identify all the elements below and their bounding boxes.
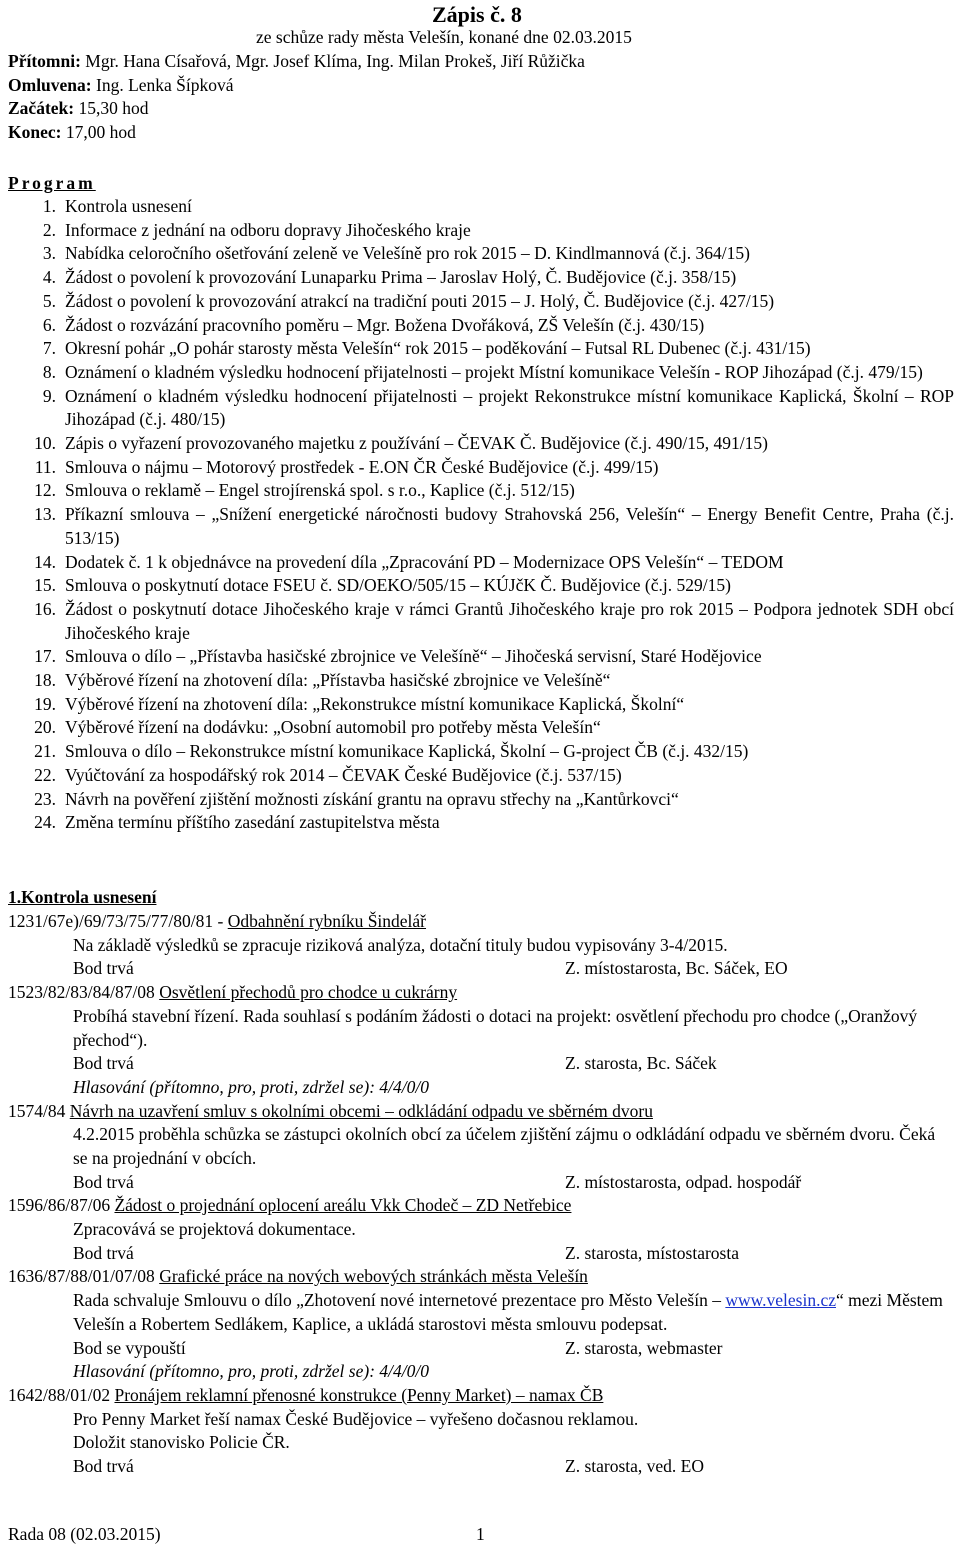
- document-title: Zápis č. 8: [432, 2, 522, 27]
- resolution-item: [8, 910, 954, 981]
- program-item: [8, 598, 954, 645]
- program-item: [8, 479, 954, 503]
- resolution-title: Odbahnění rybníku Šindelář: [227, 911, 427, 931]
- program-item-text: Smlouva o reklamě – Engel strojírenská spol. s r.o., Kaplice (č.j. 512/15): [65, 480, 575, 501]
- website-link[interactable]: www.velesin.cz: [725, 1290, 836, 1311]
- program-item-text: Dodatek č. 1 k objednávce na provedení díla „Zpracování PD – Modernizace OPS Velešín“ – TEDOM: [65, 551, 784, 572]
- program-item: [8, 290, 954, 314]
- resolution-description: [8, 1289, 943, 1336]
- program-item: [8, 385, 954, 432]
- program-item-number: 5.: [42, 290, 56, 311]
- resolution-description: Na základě výsledků se zpracuje riziková analýza, dotační tituly budou vypisovány 3-4/2015.: [73, 934, 728, 955]
- resolution-item: [8, 1384, 954, 1479]
- program-item-number: 4.: [42, 267, 56, 288]
- footer-label: Rada 08 (02.03.2015): [8, 1524, 161, 1544]
- program-item: [8, 693, 954, 717]
- status-row: [8, 1455, 954, 1479]
- page-footer: [8, 1523, 485, 1547]
- resolution-title: Návrh na uzavření smluv s okolními obcemi – odkládání odpadu ve sběrném dvoru: [69, 1100, 653, 1121]
- program-item-number: 22.: [34, 764, 56, 785]
- resolution-description: Pro Penny Market řeší namax České Budějovice – vyřešeno dočasnou reklamou.: [73, 1408, 639, 1429]
- program-item-text: Příkazní smlouva – „Snížení energetické náročnosti budovy Strahovská 256, Velešín“ – Energy Benefit Centre, Praha (č.j. 513/15): [65, 504, 954, 548]
- resolution-item: [8, 1194, 954, 1265]
- program-item: [8, 219, 954, 243]
- resolution-status: Bod trvá: [73, 958, 134, 979]
- responsible-person: Z. místostarosta, odpad. hospodář: [565, 1171, 802, 1192]
- resolution-status: Bod trvá: [73, 1242, 134, 1263]
- program-item-number: 8.: [42, 361, 56, 382]
- resolution-header: [8, 1384, 954, 1408]
- responsible-person: Z. starosta, webmaster: [565, 1337, 723, 1358]
- resolution-status: Bod se vypouští: [73, 1337, 186, 1358]
- vote-result: Hlasování (přítomno, pro, proti, zdržel se): 4/4/0/0: [73, 1076, 429, 1097]
- program-item-text: Smlouva o poskytnutí dotace FSEU č. SD/OEKO/505/15 – KÚJčK Č. Budějovice (č.j. 529/15): [65, 575, 731, 596]
- kontrola-section: [8, 910, 954, 1479]
- program-item-number: 20.: [34, 717, 56, 738]
- program-item: [8, 242, 954, 266]
- program-item-number: 19.: [34, 693, 56, 714]
- program-item-number: 13.: [34, 504, 56, 525]
- program-item: [8, 716, 954, 740]
- program-item-text: Zápis o vyřazení provozovaného majetku z používání – ČEVAK Č. Budějovice (č.j. 490/15, 491/15): [65, 433, 768, 454]
- program-item-number: 7.: [42, 338, 56, 359]
- program-item-number: 15.: [34, 575, 56, 596]
- program-item: [8, 788, 954, 812]
- resolution-ref: 1636/87/88/01/07/08: [8, 1266, 160, 1287]
- resolution-title: Grafické práce na nových webových stránkách města Velešín: [159, 1266, 588, 1287]
- resolution-item: [8, 1265, 954, 1384]
- program-item-text: Změna termínu příštího zasedání zastupitelstva města: [65, 812, 440, 833]
- start-line: [8, 97, 948, 121]
- resolution-title: Osvětlení přechodů pro chodce u cukrárny: [159, 982, 458, 1003]
- program-item-number: 18.: [34, 670, 56, 691]
- resolution-status: Bod trvá: [73, 1456, 134, 1477]
- resolution-ref: 1231/67e)/69/73/75/77/80/81 -: [8, 911, 228, 931]
- program-item: [8, 645, 954, 669]
- program-item: [8, 432, 954, 456]
- status-row: [8, 957, 954, 981]
- program-item-text: Žádost o poskytnutí dotace Jihočeského kraje v rámci Grantů Jihočeského kraje pro rok 2015 – Podpora jednotek SDH obcí Jihočeského kraje: [65, 598, 954, 643]
- resolution-ref: 1574/84: [8, 1100, 70, 1121]
- program-item: [8, 740, 954, 764]
- present-label: Přítomni:: [8, 51, 81, 71]
- program-item-number: 17.: [34, 646, 56, 667]
- end-value: 17,00 hod: [61, 122, 136, 143]
- program-list: [8, 195, 954, 835]
- program-item-text: Výběrové řízení na zhotovení díla: „Rekonstrukce místní komunikace Kaplická, Školní“: [65, 693, 685, 714]
- resolution-desc-text: “ mezi Městem Velešín a Robertem Sedlákem, Kaplice, a ukládá starostovi města smlouvu podepsat.: [73, 1290, 943, 1334]
- resolution-item: [8, 1100, 954, 1195]
- resolution-description: 4.2.2015 proběhla schůzka se zástupci okolních obcí za účelem zjištění zájmu o odkládání odpadu ve sběrném dvoru. Čeká se na projednání v obcích.: [73, 1124, 936, 1168]
- program-item-number: 12.: [34, 480, 56, 501]
- responsible-person: Z. místostarosta, Bc. Sáček, EO: [565, 958, 788, 979]
- program-heading: Program: [8, 173, 96, 193]
- vote-result: Hlasování (přítomno, pro, proti, zdržel se): 4/4/0/0: [73, 1361, 429, 1382]
- end-line: [8, 121, 948, 145]
- program-item-text: Výběrové řízení na zhotovení díla: „Přístavba hasičské zbrojnice ve Velešíně“: [65, 670, 611, 691]
- program-item-number: 23.: [34, 788, 56, 809]
- excused-line: [8, 74, 948, 98]
- program-item-text: Informace z jednání na odboru dopravy Jihočeského kraje: [65, 219, 471, 240]
- program-item: [8, 314, 954, 338]
- status-row: [8, 1052, 954, 1076]
- resolution-desc-text: Rada schvaluje Smlouvu o dílo „Zhotovení nové internetové prezentace pro Město Velešín –: [73, 1290, 726, 1311]
- resolution-header: [8, 1100, 954, 1124]
- document-subtitle: ze schůze rady města Velešín, konané dne 02.03.2015: [256, 27, 632, 47]
- program-item-text: Návrh na pověření zjištění možnosti získání grantu na opravu střechy na „Kantůrkovci“: [65, 788, 679, 809]
- resolution-title: Žádost o projednání oplocení areálu Vkk Chodeč – ZD Netřebice: [114, 1195, 572, 1216]
- meeting-meta: [8, 50, 948, 145]
- program-item-text: Vyúčtování za hospodářský rok 2014 – ČEVAK České Budějovice (č.j. 537/15): [65, 764, 622, 785]
- program-item-number: 6.: [42, 314, 56, 335]
- status-row: [8, 1171, 954, 1195]
- program-item-number: 14.: [34, 551, 56, 572]
- resolution-description: Doložit stanovisko Policie ČR.: [73, 1432, 290, 1453]
- program-item-text: Oznámení o kladném výsledku hodnocení přijatelnosti – projekt Rekonstrukce místní komunikace Kaplická, Školní – ROP Jihozápad (č.j. 480/15): [65, 385, 954, 430]
- program-item: [8, 456, 954, 480]
- excused-value: Ing. Lenka Šípková: [91, 74, 234, 95]
- resolution-header: [8, 910, 954, 934]
- program-item-text: Smlouva o dílo – „Přístavba hasičské zbrojnice ve Velešíně“ – Jihočeská servisní, Staré Hodějovice: [65, 646, 762, 667]
- resolution-header: [8, 1265, 954, 1289]
- status-row: [8, 1337, 954, 1361]
- resolution-ref: 1642/88/01/02: [8, 1384, 115, 1405]
- program-item-number: 24.: [34, 812, 56, 833]
- resolution-status: Bod trvá: [73, 1171, 134, 1192]
- page-number: 1: [476, 1524, 485, 1544]
- program-item-number: 9.: [42, 385, 56, 406]
- program-item-text: Výběrové řízení na dodávku: „Osobní automobil pro potřeby města Velešín“: [65, 717, 601, 738]
- resolution-ref: 1596/86/87/06: [8, 1195, 115, 1216]
- program-item: [8, 503, 954, 550]
- program-item-number: 21.: [34, 741, 56, 762]
- program-item: [8, 337, 954, 361]
- program-item-text: Smlouva o dílo – Rekonstrukce místní komunikace Kaplická, Školní – G-project ČB (č.j. 432/15): [65, 741, 749, 762]
- resolution-item: [8, 981, 954, 1100]
- start-label: Začátek:: [8, 98, 75, 119]
- program-item-number: 16.: [34, 598, 56, 619]
- program-item-text: Okresní pohár „O pohár starosty města Velešín“ rok 2015 – poděkování – Futsal RL Dubenec (č.j. 431/15): [65, 338, 811, 359]
- program-item: [8, 195, 954, 219]
- program-item-text: Žádost o rozvázání pracovního poměru – Mgr. Božena Dvořáková, ZŠ Velešín (č.j. 430/15): [65, 314, 705, 335]
- start-value: 15,30 hod: [74, 98, 149, 119]
- program-item: [8, 361, 954, 385]
- section-heading-kontrola: 1.Kontrola usnesení: [8, 887, 157, 907]
- program-item: [8, 266, 954, 290]
- program-item-text: Žádost o povolení k provozování Lunaparku Prima – Jaroslav Holý, Č. Budějovice (č.j. 358/15): [65, 267, 737, 288]
- program-item: [8, 811, 954, 835]
- program-item: [8, 551, 954, 575]
- program-item-text: Oznámení o kladném výsledku hodnocení přijatelnosti – projekt Místní komunikace Velešín - ROP Jihozápad (č.j. 479/15): [65, 361, 923, 382]
- present-line: [8, 50, 948, 74]
- program-item-text: Kontrola usnesení: [65, 196, 192, 216]
- program-item-number: 11.: [34, 456, 56, 477]
- program-item-text: Smlouva o nájmu – Motorový prostředek - E.ON ČR České Budějovice (č.j. 499/15): [65, 456, 659, 477]
- end-label: Konec:: [8, 122, 62, 143]
- program-item: [8, 574, 954, 598]
- status-row: [8, 1242, 954, 1266]
- resolution-description: Zpracovává se projektová dokumentace.: [73, 1219, 356, 1240]
- program-item-number: 1.: [42, 196, 56, 216]
- program-item-number: 10.: [34, 433, 56, 454]
- resolution-title: Pronájem reklamní přenosné konstrukce (Penny Market) – namax ČB: [114, 1384, 604, 1405]
- responsible-person: Z. starosta, místostarosta: [565, 1242, 740, 1263]
- excused-label: Omluvena:: [8, 74, 92, 95]
- program-item-number: 2.: [42, 219, 56, 240]
- program-item-text: Nabídka celoročního ošetřování zeleně ve Velešíně pro rok 2015 – D. Kindlmannová (č.j. 364/15): [65, 243, 750, 264]
- program-item-number: 3.: [42, 243, 56, 264]
- resolution-description: Probíhá stavební řízení. Rada souhlasí s podáním žádosti o dotaci na projekt: osvětlení přechodu pro chodce („Oranžový přechod“).: [73, 1005, 918, 1050]
- resolution-header: [8, 981, 954, 1005]
- resolution-ref: 1523/82/83/84/87/08: [8, 982, 160, 1003]
- resolution-status: Bod trvá: [73, 1053, 134, 1074]
- program-item-text: Žádost o povolení k provozování atrakcí na tradiční pouti 2015 – J. Holý, Č. Budějovice (č.j. 427/15): [65, 290, 775, 311]
- program-item: [8, 669, 954, 693]
- present-value: Mgr. Hana Císařová, Mgr. Josef Klíma, Ing. Milan Prokeš, Jiří Růžička: [80, 51, 585, 71]
- responsible-person: Z. starosta, Bc. Sáček: [565, 1053, 717, 1074]
- resolution-header: [8, 1194, 954, 1218]
- program-item: [8, 764, 954, 788]
- responsible-person: Z. starosta, ved. EO: [565, 1456, 704, 1477]
